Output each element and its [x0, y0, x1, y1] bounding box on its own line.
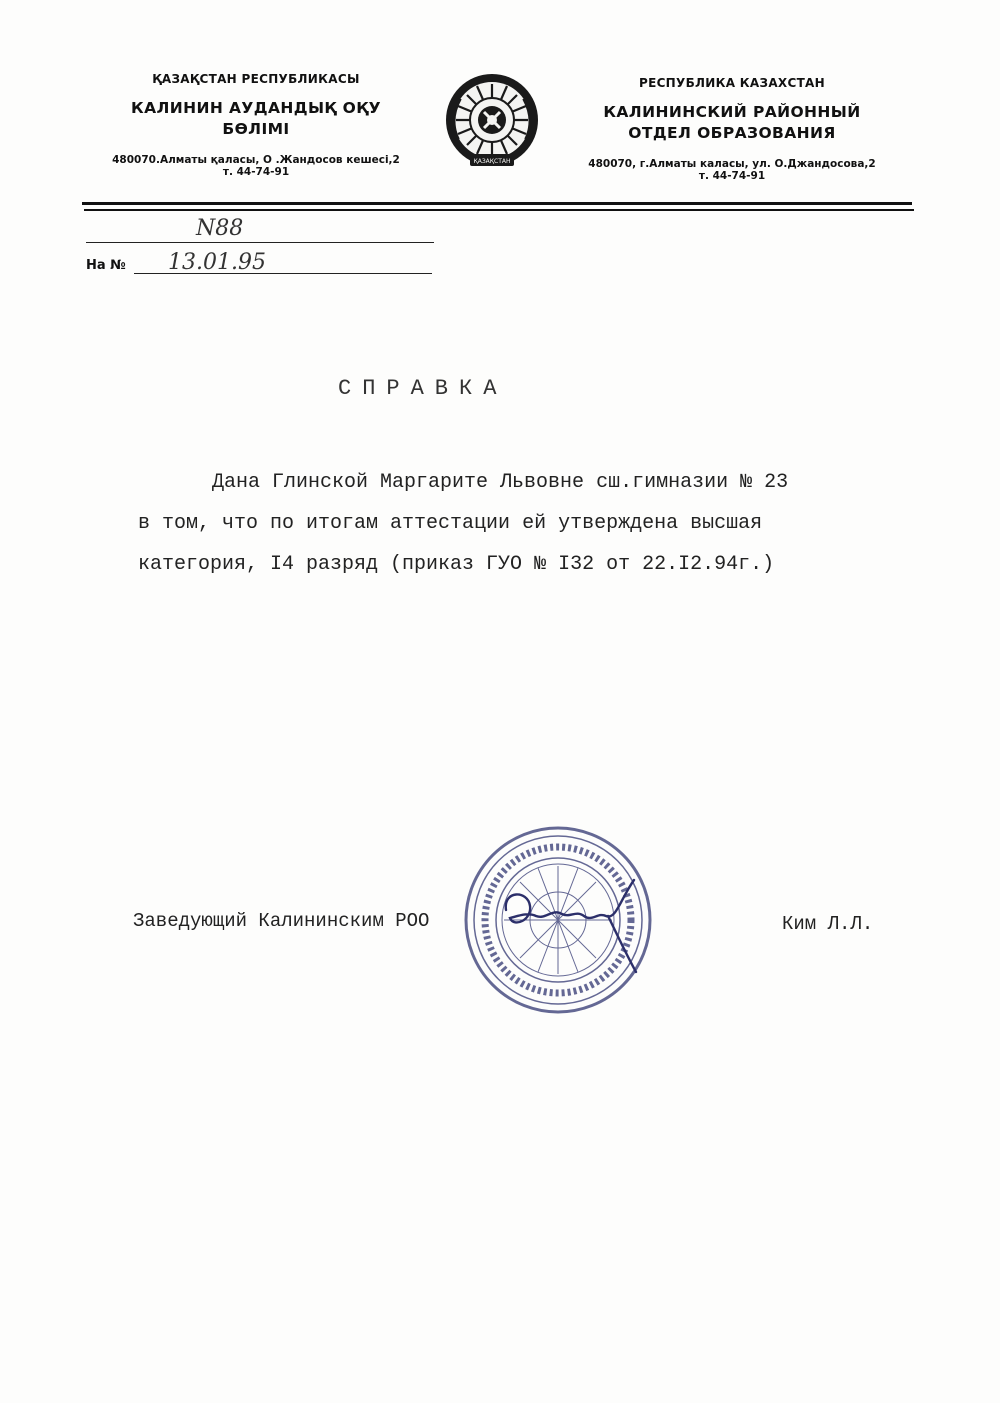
official-stamp-icon [458, 820, 658, 1020]
address-kz-street: 480070.Алматы қаласы, О .Жандосов кешесі,2 [112, 154, 400, 166]
body-line-1: Дана Глинской Маргарите Львовне сш.гимназии № 23 [212, 471, 789, 494]
signatory-name: Ким Л.Л. [782, 913, 874, 935]
handwritten-number: N88 [196, 216, 244, 241]
emblem-label: ҚАЗАҚСТАН [473, 158, 511, 165]
org-name-ru [562, 102, 902, 144]
letterhead-left [86, 72, 426, 178]
letterhead-right [562, 76, 902, 182]
date-line [134, 273, 432, 274]
na-label: На № [86, 258, 126, 273]
address-ru [562, 158, 902, 182]
handwritten-date: 13.01.95 [168, 250, 266, 275]
state-emblem-icon [437, 70, 547, 175]
org-name-ru-line1: КАЛИНИНСКИЙ РАЙОННЫЙ [603, 103, 861, 121]
header-rule-bottom [84, 209, 914, 211]
org-name-kz [86, 98, 426, 140]
address-kz [86, 154, 426, 178]
signatory-position: Заведующий Калининским РОО [133, 910, 430, 932]
number-line [86, 242, 434, 243]
document-title: СПРАВКА [338, 376, 508, 401]
org-name-ru-line2: ОТДЕЛ ОБРАЗОВАНИЯ [628, 124, 836, 142]
org-name-kz-line2: БӨЛІМІ [222, 120, 290, 138]
country-kz: ҚАЗАҚСТАН РЕСПУБЛИКАСЫ [152, 72, 360, 86]
body-line-2: в том, что по итогам аттестации ей утверждена высшая [138, 512, 763, 535]
country-ru: РЕСПУБЛИКА КАЗАХСТАН [638, 76, 825, 90]
address-kz-phone: т. 44-74-91 [222, 166, 290, 178]
header-rule-top [82, 202, 912, 205]
address-ru-phone: т. 44-74-91 [698, 170, 766, 182]
org-name-kz-line1: КАЛИНИН АУДАНДЫҚ ОҚУ [131, 99, 381, 117]
body-line-3: категория, I4 разряд (приказ ГУО № I32 от 22.I2.94г.) [138, 553, 775, 576]
address-ru-street: 480070, г.Алматы каласы, ул. О.Джандосова,2 [588, 158, 876, 170]
